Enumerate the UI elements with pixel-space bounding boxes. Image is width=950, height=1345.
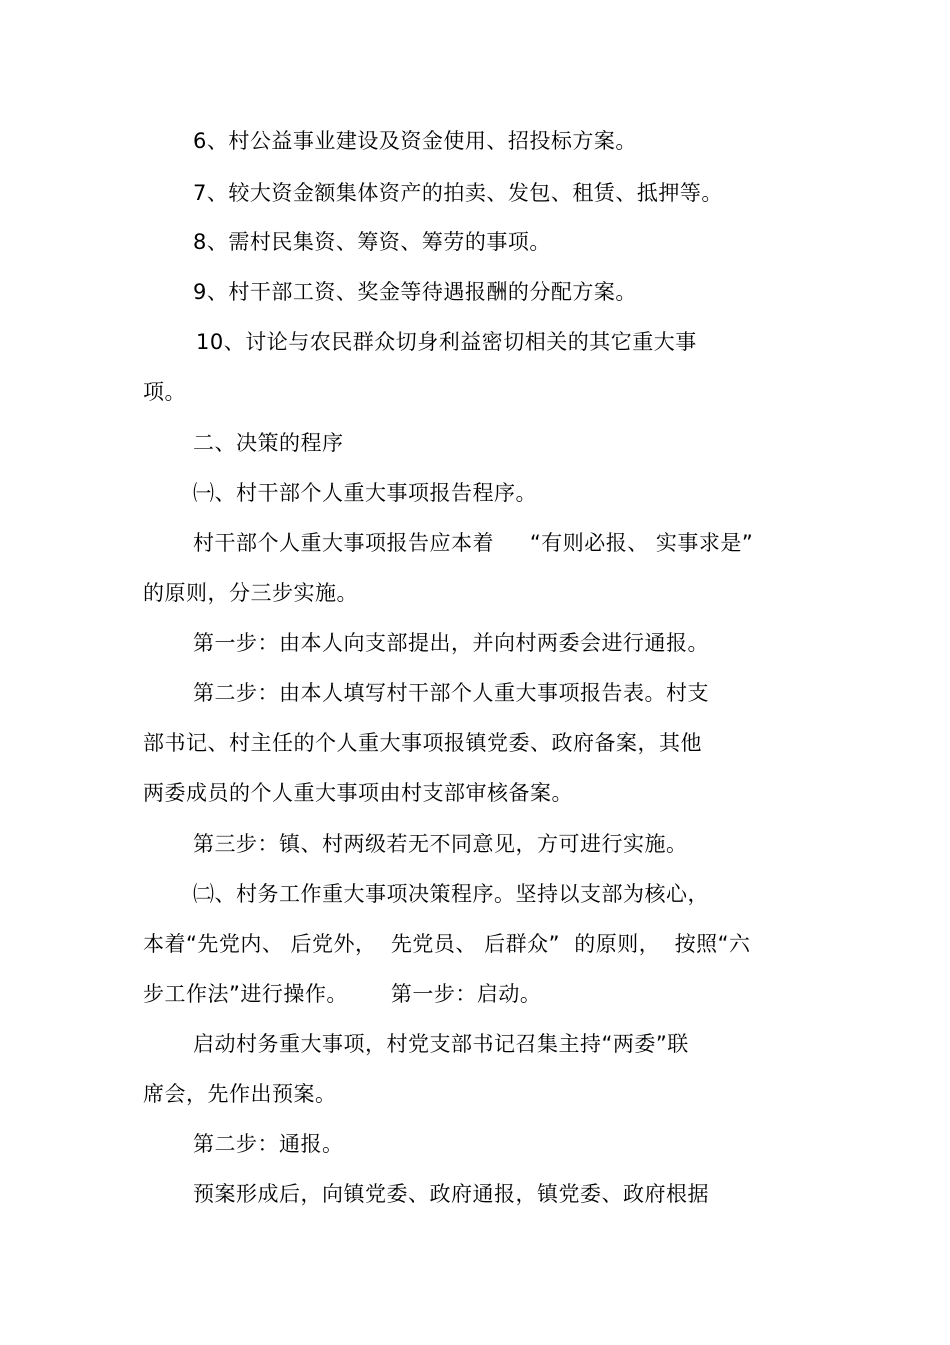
item-8: 8、需村民集资、筹资、筹劳的事项。 (193, 230, 551, 254)
step-2-line-3: 两委成员的个人重大事项由村支部审核备案。 (143, 781, 573, 805)
subsection-2-line-1: ㈡、村务工作重大事项决策程序。坚持以支部为核心， (193, 882, 709, 906)
subsection-2-line-2: 本着“先党内、 后党外， 先党员、 后群众” 的原则， 按照“六 (143, 932, 751, 956)
paragraph-1-line-1: 村干部个人重大事项报告应本着 “有则必报、 实事求是” (193, 531, 754, 555)
item-9: 9、村干部工资、奖金等待遇报酬的分配方案。 (193, 280, 637, 304)
step-2-heading: 第二步：通报。 (193, 1132, 344, 1156)
subsection-2-line-3: 步工作法”进行操作。 第一步：启动。 (143, 982, 542, 1006)
item-7: 7、较大资金额集体资产的拍卖、发包、租赁、抵押等。 (193, 181, 723, 205)
paragraph-3-line-1: 预案形成后，向镇党委、政府通报，镇党委、政府根据 (193, 1182, 709, 1206)
subsection-1-heading: ㈠、村干部个人重大事项报告程序。 (193, 481, 537, 505)
item-10-line-2: 项。 (143, 380, 186, 404)
item-10-line-1: 10、讨论与农民群众切身利益密切相关的其它重大事 (196, 330, 697, 354)
step-3: 第三步：镇、村两级若无不同意见，方可进行实施。 (193, 832, 688, 856)
paragraph-2-line-1: 启动村务重大事项，村党支部书记召集主持“两委”联 (193, 1032, 689, 1056)
paragraph-1-line-2: 的原则，分三步实施。 (143, 581, 358, 605)
step-1: 第一步：由本人向支部提出，并向村两委会进行通报。 (193, 631, 709, 655)
step-2-line-2: 部书记、村主任的个人重大事项报镇党委、政府备案，其他 (143, 731, 702, 755)
step-2-line-1: 第二步：由本人填写村干部个人重大事项报告表。村支 (193, 681, 709, 705)
paragraph-2-line-2: 席会，先作出预案。 (143, 1082, 337, 1106)
item-6: 6、村公益事业建设及资金使用、招投标方案。 (193, 129, 637, 153)
section-heading: 二、决策的程序 (193, 431, 344, 455)
